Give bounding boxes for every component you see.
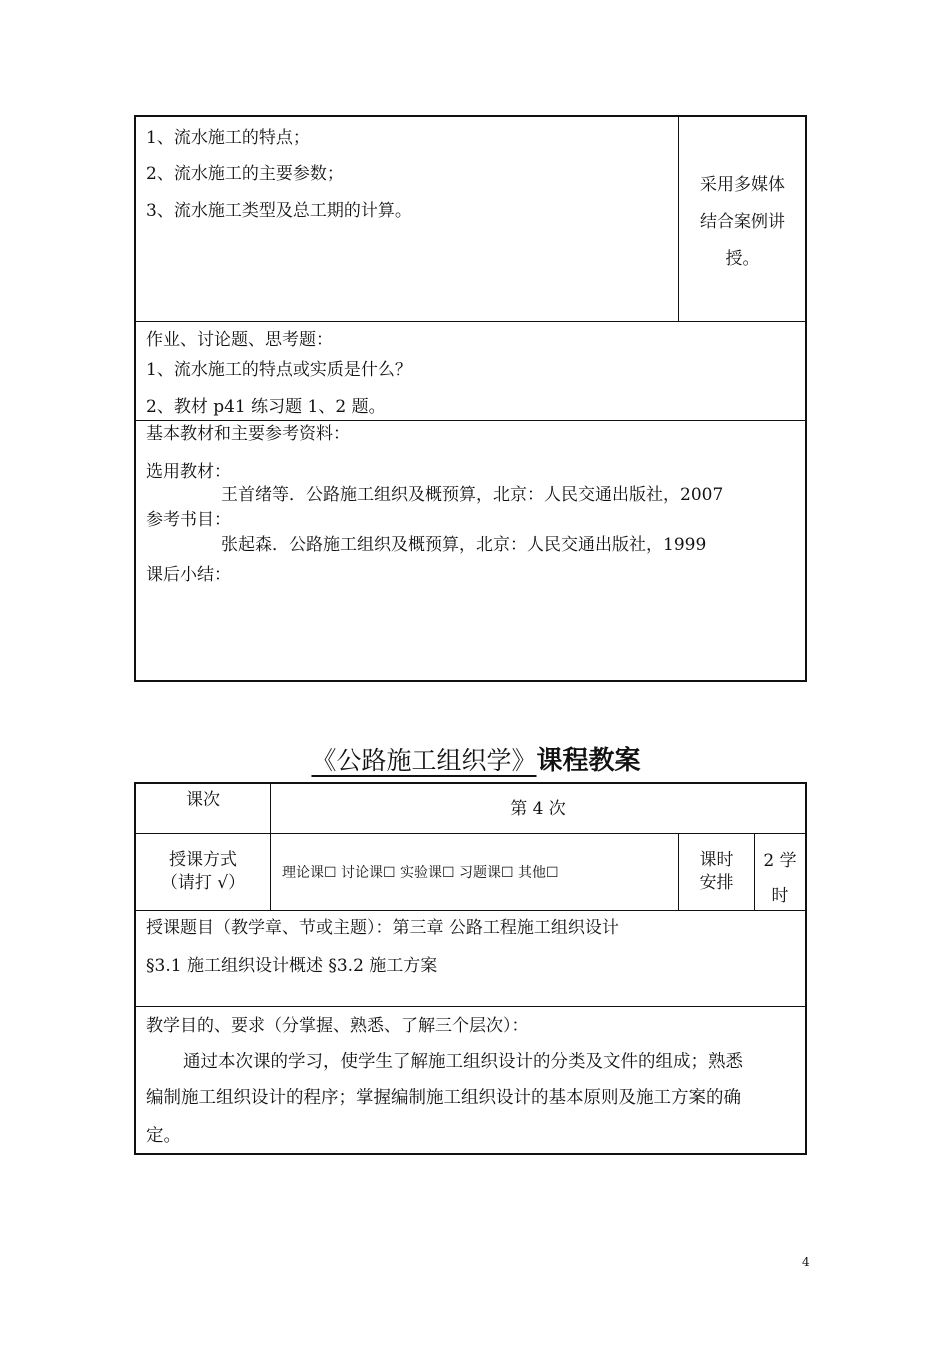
goal-heading: 教学目的、要求（分掌握、熟悉、了解三个层次）：	[146, 1016, 529, 1036]
method-line-3: 授。	[725, 249, 760, 269]
col-divider-hours	[678, 833, 679, 911]
homework-item-1: 1、流水施工的特点或实质是什么？	[146, 360, 412, 380]
goal-line-2: 编制施工组织设计的程序；掌握编制施工组织设计的基本原则及施工方案的确	[146, 1088, 741, 1108]
summary-label: 课后小结：	[146, 565, 231, 585]
bottom-table-border-top	[134, 782, 807, 784]
homework-item-2: 2、教材 p41 练习题 1、2 题。	[146, 397, 386, 417]
bottom-table-border-right	[805, 782, 807, 1155]
hours-label-line-2: 安排	[699, 873, 734, 893]
textbook-label: 选用教材：	[146, 462, 231, 482]
method-line-2: 结合案例讲	[700, 212, 785, 232]
session-value: 第 4 次	[510, 799, 566, 819]
topic-sections: §3.1 施工组织设计概述 §3.2 施工方案	[146, 956, 438, 976]
method-line-1: 采用多媒体	[700, 175, 785, 195]
session-label: 课次	[186, 790, 220, 810]
page-number: 4	[802, 1255, 810, 1269]
title-suffix: 课程教案	[536, 746, 641, 776]
title-course-name: 《公路施工组织学》	[311, 746, 537, 775]
goal-line-1: 通过本次课的学习，使学生了解施工组织设计的分类及文件的组成；熟悉	[183, 1052, 743, 1072]
content-item-3: 3、流水施工类型及总工期的计算。	[146, 201, 412, 221]
row-divider-1	[134, 833, 807, 834]
hours-label-line-1: 课时	[699, 850, 734, 870]
bottom-table-border-left	[134, 782, 136, 1155]
book-entry: 张起森．公路施工组织及概预算，北京：人民交通出版社，1999	[221, 535, 707, 555]
homework-heading: 作业、讨论题、思考题：	[146, 330, 333, 350]
goal-line-3: 定。	[146, 1126, 181, 1146]
mode-label-line-2: （请打 √）	[160, 873, 246, 893]
textbook-entry: 王首绪等．公路施工组织及概预算，北京：人民交通出版社，2007	[221, 485, 724, 505]
hours-value-line-1: 2 学	[763, 851, 797, 871]
bottom-table-border-bottom	[134, 1153, 807, 1155]
hours-value-line-2: 时	[771, 886, 789, 906]
topic-heading: 授课题目（教学章、节或主题）：第三章 公路工程施工组织设计	[146, 918, 619, 938]
content-item-2: 2、流水施工的主要参数；	[146, 164, 344, 184]
books-label: 参考书目：	[146, 510, 231, 530]
row-divider-2	[134, 910, 807, 911]
mode-options: 理论课☐ 讨论课☐ 实验课☐ 习题课☐ 其他☐	[282, 865, 559, 881]
references-heading: 基本教材和主要参考资料：	[146, 424, 350, 444]
mode-label-line-1: 授课方式	[169, 850, 237, 870]
content-item-1: 1、流水施工的特点；	[146, 128, 310, 148]
row-divider-3	[134, 1006, 807, 1007]
